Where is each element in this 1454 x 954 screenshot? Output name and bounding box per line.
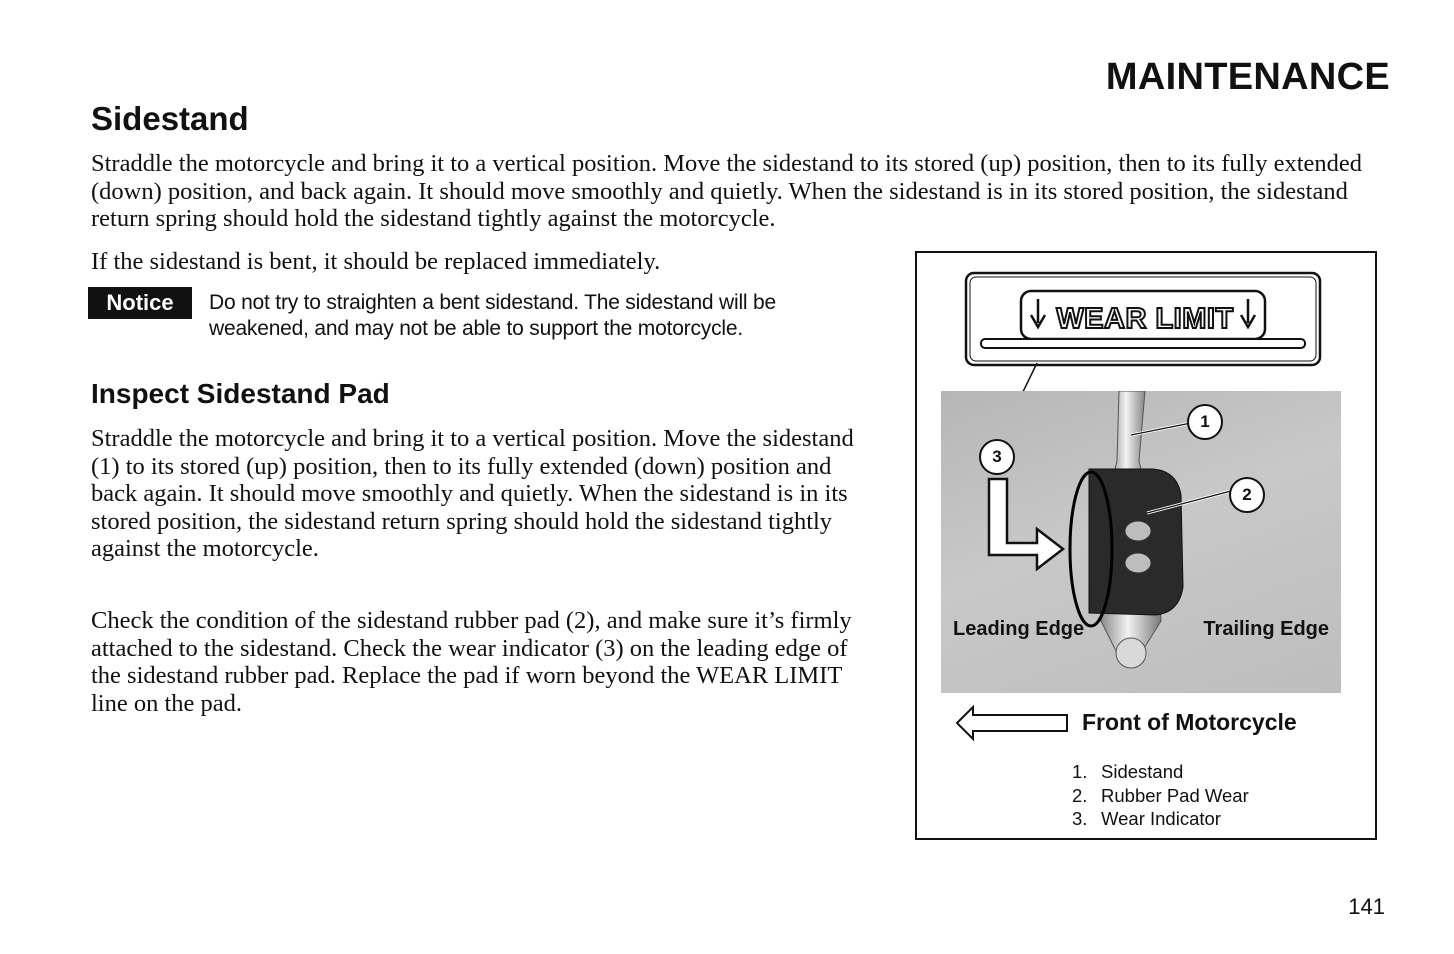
notice-text: Do not try to straighten a bent sidestand. The sidestand will be weakened, and may not be able to support the motorcycle.	[209, 291, 776, 340]
legend-item: 2. Rubber Pad Wear	[1072, 784, 1249, 806]
callout-3: 3	[979, 439, 1015, 475]
leading-edge-label: Leading Edge	[953, 618, 1085, 640]
front-of-motorcycle-label: Front of Motorcycle	[1082, 709, 1297, 735]
left-arrow-icon	[917, 701, 1077, 745]
section-subtitle: Inspect Sidestand Pad	[91, 378, 390, 409]
page-title: Sidestand	[91, 100, 249, 137]
page-number: 141	[1348, 894, 1385, 919]
sidestand-drawing	[941, 391, 1341, 693]
legend-item: 3. Wear Indicator	[1072, 808, 1221, 829]
callout-2: 2	[1229, 477, 1265, 513]
body-paragraph-1: Straddle the motorcycle and bring it to a vertical position. Move the sidestand (1) to its stored (up) position, then to its fully extended (down) position and back again. It should move smoothly and quietly. When the sidestand is in its stored position, the sidestand return spring should hold the sidestand tightly against the motorcycle.	[91, 425, 854, 562]
intro-paragraph: Straddle the motorcycle and bring it to a vertical position. Move the sidestand to its stored (up) position, then to its fully extended (down) position, and back again. It should move smoothly and quietly. When the sidestand is in its stored position, the sidestand return spring should hold the sidestand tightly against the motorcycle.	[91, 150, 1363, 232]
callout-1: 1	[1187, 404, 1223, 440]
legend-item: 1. Sidestand	[1072, 761, 1184, 782]
sidestand-figure	[915, 251, 1377, 840]
wear-limit-label: WEAR LIMIT	[1056, 303, 1234, 335]
bent-note-paragraph: If the sidestand is bent, it should be replaced immediately.	[91, 248, 661, 275]
figure-legend	[1072, 760, 1249, 831]
section-header: MAINTENANCE	[1105, 56, 1390, 98]
sidestand-photo	[941, 391, 1341, 693]
trailing-edge-label: Trailing Edge	[1203, 618, 1329, 640]
notice-badge: Notice	[88, 287, 192, 319]
body-paragraph-2: Check the condition of the sidestand rubber pad (2), and make sure it’s firmly attached to the sidestand. Check the wear indicator (3) on the leading edge of the sidestand rubber pad. Replace the pad if worn beyond the WEAR LIMIT line on the pad.	[91, 607, 852, 717]
